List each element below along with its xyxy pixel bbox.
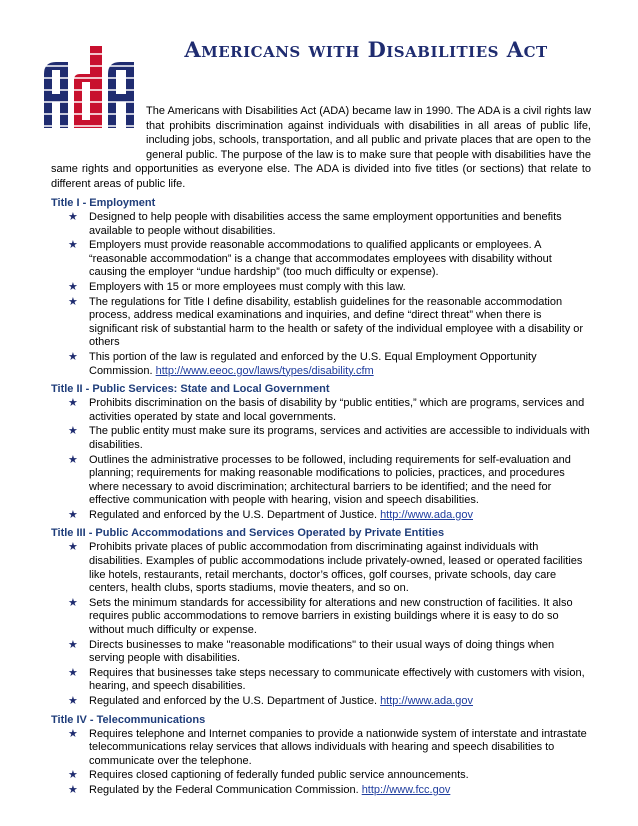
star-bullet-icon: ★ <box>68 295 78 308</box>
item-text: Designed to help people with disabilities access the same employment opportunities and benefits available to people without disabilities. <box>89 211 562 237</box>
section-title-1 <box>51 196 591 378</box>
reference-link[interactable]: http://www.ada.gov <box>380 508 474 521</box>
intro-block <box>51 104 591 191</box>
logo-wrap-spacer <box>51 104 146 162</box>
item-text: This portion of the law is regulated and enforced by the U.S. Equal Employment Opportunity Commission. <box>89 350 537 377</box>
item-text: Regulated by the Federal Communication Commission. <box>89 783 362 796</box>
list-item <box>51 769 591 783</box>
star-bullet-icon: ★ <box>68 239 78 252</box>
list-item <box>51 667 591 694</box>
list-item <box>51 454 591 508</box>
list-item <box>51 351 591 378</box>
item-text: The public entity must make sure its programs, services and activities are accessible to individuals with disabilities. <box>89 425 590 451</box>
item-text: Requires telephone and Internet companies to provide a nationwide system of interstate and intrastate telecommunications relay services that allows individuals with hearing and speech disabilities to communicate over the telephone. <box>89 727 587 767</box>
star-bullet-icon: ★ <box>68 596 78 609</box>
star-bullet-icon: ★ <box>68 727 78 740</box>
section-heading: Title IV - Telecommunications <box>51 713 206 726</box>
star-bullet-icon: ★ <box>68 350 78 363</box>
list-item <box>51 784 591 798</box>
item-text: Regulated and enforced by the U.S. Department of Justice. <box>89 695 381 707</box>
intro-text: The Americans with Disabilities Act (ADA) became law in 1990. The ADA is a civil rights law that prohibits discrimination against individuals with disabilities in all areas of public life, including jobs, schools, transportation, and all public and private places that are open to the general public. The purpose of the law is to make sure that people with disabilities have the same rights and opportunities as everyone else. The ADA is divided into five titles (or sections) that relate to different areas of public life. <box>51 105 591 190</box>
reference-link[interactable]: http://www.fcc.gov <box>361 783 451 796</box>
section-title-2 <box>51 382 591 522</box>
titles-list <box>51 196 591 802</box>
list-item <box>51 425 591 452</box>
page-title: Americans with Disabilities Act <box>184 37 548 62</box>
section-heading: Title II - Public Services: State and Local Government <box>51 383 330 396</box>
intro-paragraph <box>51 104 591 191</box>
star-bullet-icon: ★ <box>68 397 78 410</box>
item-text: Employers with 15 or more employees must comply with this law. <box>89 280 406 293</box>
star-bullet-icon: ★ <box>68 453 78 466</box>
star-bullet-icon: ★ <box>68 695 78 707</box>
item-text: Prohibits private places of public accommodation from discriminating against individuals with disabilities. Examples of public accommodations include privately-owned, leased or operated facilities like hotels, restaurants, retail merchants, doctor’s offices, golf courses, private schools, day care centers, health clubs, sports stadiums, movie theaters, and so on. <box>89 541 583 595</box>
reference-link[interactable]: http://www.ada.gov <box>380 695 474 707</box>
item-text: Outlines the administrative processes to be followed, including requirements for self-evaluation and planning; requirements for making reasonable modifications to policies, practices, and procedures where necessary to avoid discrimination; architectural barriers to be identified; and the need for effective communication with people with hearing, vision and speech disabilities. <box>89 453 571 507</box>
item-text: The regulations for Title I define disability, establish guidelines for the reasonable accommodation process, address medical examinations and inquiries, and define “direct threat” when there is significant risk of substantial harm to the health or safety of the individual employee with a disability or others <box>89 295 584 349</box>
list-item <box>51 597 591 638</box>
star-bullet-icon: ★ <box>68 666 78 679</box>
list-item <box>51 397 591 424</box>
list-item <box>51 296 591 350</box>
reference-link[interactable]: http://www.eeoc.gov/laws/types/disability.cfm <box>155 364 374 377</box>
list-item <box>51 695 591 709</box>
list-item <box>51 281 591 295</box>
section-title-4 <box>51 713 591 798</box>
item-text: Requires that businesses take steps necessary to communicate effectively with customers with vision, hearing, and speech disabilities. <box>89 666 585 693</box>
item-text: Employers must provide reasonable accommodations to qualified applicants or employees. A “reasonable accommodation” is a change that accommodates employees with disability without causing the employer “undue hardship” (too much difficulty or expense). <box>89 239 552 279</box>
star-bullet-icon: ★ <box>68 280 78 293</box>
item-text: Sets the minimum standards for accessibility for alterations and new construction of facilities. It also requires public accommodations to remove barriers in existing buildings where it is easy to do so without much difficulty or expense. <box>89 596 573 637</box>
star-bullet-icon: ★ <box>68 211 78 223</box>
section-heading: Title I - Employment <box>51 197 156 209</box>
bullet-list <box>51 541 591 708</box>
item-text: Prohibits discrimination on the basis of disability by “public entities,” which are programs, services and activities operated by state and local governments. <box>89 397 585 423</box>
section-heading: Title III - Public Accommodations and Services Operated by Private Entities <box>51 527 445 540</box>
list-item <box>51 239 591 280</box>
item-text: Directs businesses to make "reasonable modifications" to their usual ways of doing things when serving people with disabilities. <box>89 638 555 665</box>
bullet-list <box>51 211 591 378</box>
list-item <box>51 509 591 523</box>
star-bullet-icon: ★ <box>68 541 78 554</box>
list-item <box>51 639 591 666</box>
section-title-3 <box>51 526 591 708</box>
bullet-list <box>51 728 591 798</box>
star-bullet-icon: ★ <box>68 769 78 782</box>
bullet-list <box>51 397 591 522</box>
star-bullet-icon: ★ <box>68 783 78 796</box>
star-bullet-icon: ★ <box>68 638 78 651</box>
item-text: Regulated and enforced by the U.S. Department of Justice. <box>89 508 381 521</box>
list-item <box>51 211 591 238</box>
list-item <box>51 541 591 595</box>
star-bullet-icon: ★ <box>68 425 78 438</box>
list-item <box>51 728 591 769</box>
item-text: Requires closed captioning of federally funded public service announcements. <box>89 769 469 782</box>
star-bullet-icon: ★ <box>68 508 78 521</box>
